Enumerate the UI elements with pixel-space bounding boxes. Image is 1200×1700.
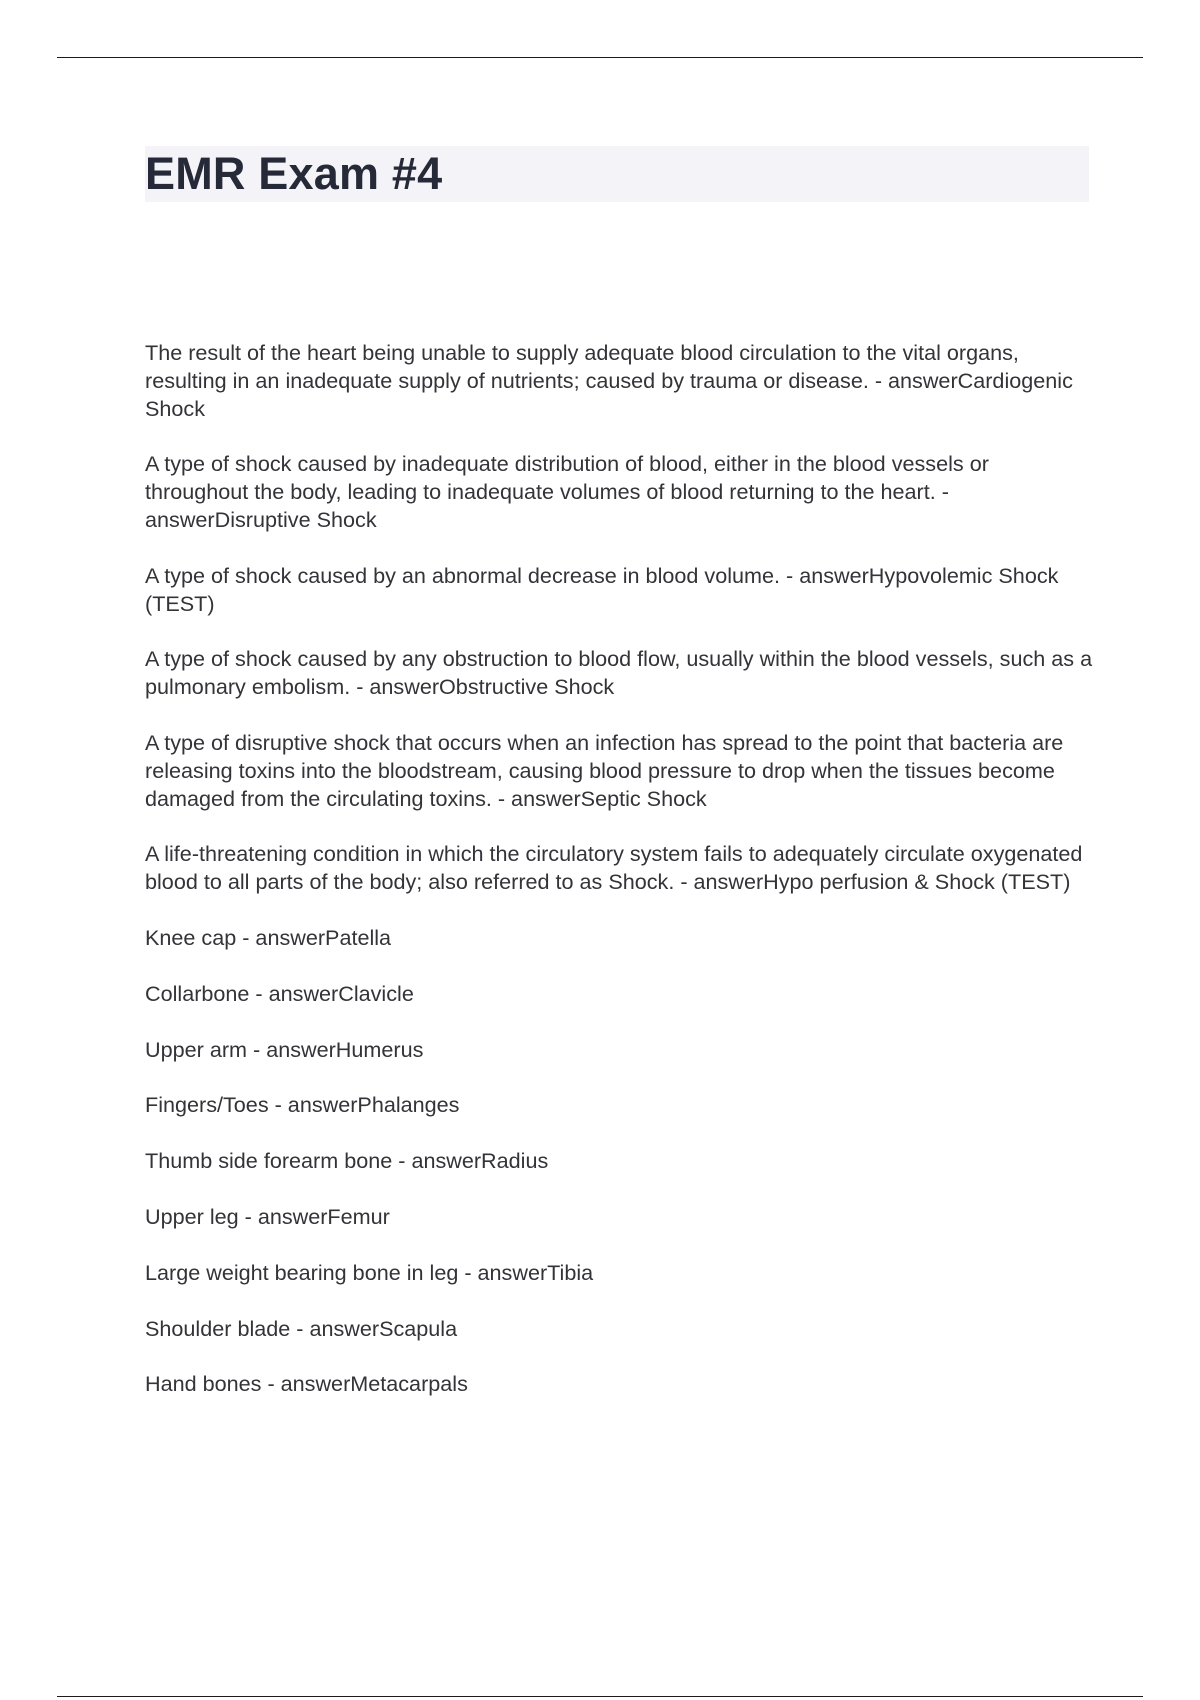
qa-item-metacarpals: Hand bones - answerMetacarpals [145,1371,468,1397]
qa-item-disruptive-shock: A type of shock caused by inadequate distribution of blood, either in the blood vessels or throughout the body, leading to inadequate volumes of blood returning to the heart. - answerDisruptive Shock [145,451,989,532]
qa-item-clavicle: Collarbone - answerClavicle [145,980,414,1006]
qa-item-septic-shock: A type of disruptive shock that occurs when an infection has spread to the point that bacteria are releasing toxins into the bloodstream, causing blood pressure to drop when the tissues become damaged from the circulating toxins. - answerSeptic Shock [145,729,1064,811]
qa-item-hypovolemic-shock: A type of shock caused by an abnormal decrease in blood volume. - answerHypovolemic Shock (TEST) [145,562,1059,616]
page-title: EMR Exam #4 [145,148,443,199]
qa-item-obstructive-shock: A type of shock caused by any obstruction to blood flow, usually within the blood vessels, such as a pulmonary embolism. - answerObstructive Shock [145,646,1093,700]
top-divider [57,57,1143,58]
qa-item-tibia: Large weight bearing bone in leg - answerTibia [145,1259,594,1285]
qa-item-femur: Upper leg - answerFemur [145,1203,390,1229]
qa-item-phalanges: Fingers/Toes - answerPhalanges [145,1092,460,1118]
qa-list [145,339,1095,1426]
qa-item-cardiogenic-shock: The result of the heart being unable to supply adequate blood circulation to the vital organs, resulting in an inadequate supply of nutrients; caused by trauma or disease. - answerCardiogenic Shock [145,340,1073,421]
qa-item-radius: Thumb side forearm bone - answerRadius [145,1148,549,1174]
bottom-divider [57,1696,1143,1697]
qa-item-hypoperfusion: A life-threatening condition in which the circulatory system fails to adequately circulate oxygenated blood to all parts of the body; also referred to as Shock. - answerHypo perfusion & Shock (TEST) [145,841,1083,895]
qa-item-patella: Knee cap - answerPatella [145,924,392,950]
qa-item-scapula: Shoulder blade - answerScapula [145,1315,458,1341]
qa-item-humerus: Upper arm - answerHumerus [145,1036,424,1062]
